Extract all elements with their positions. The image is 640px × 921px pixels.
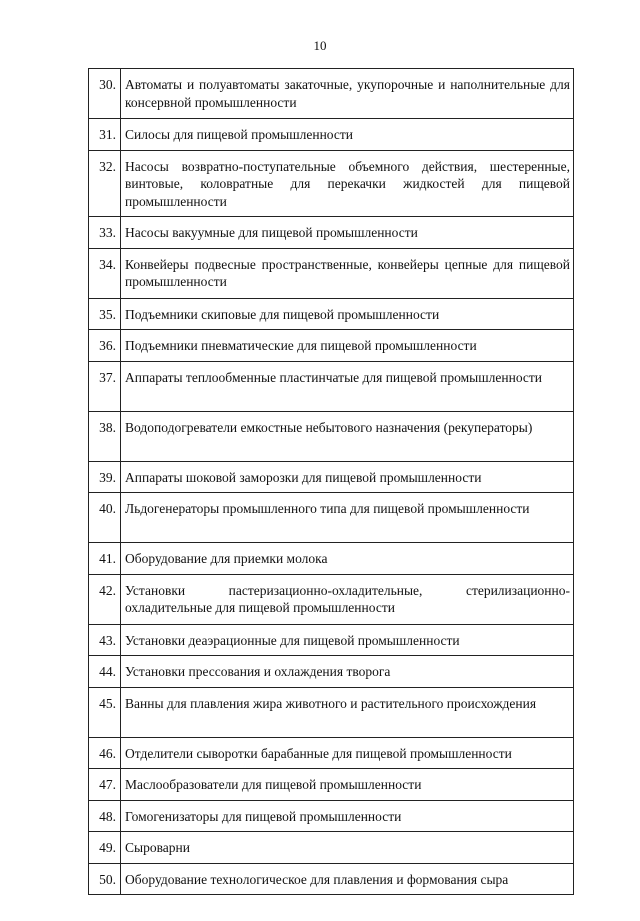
row-text: Оборудование для приемки молока: [121, 543, 574, 575]
row-number: 38.: [89, 411, 121, 461]
row-text: Силосы для пищевой промышленности: [121, 119, 574, 151]
row-number: 42.: [89, 574, 121, 624]
row-number: 32.: [89, 150, 121, 217]
table-row: [89, 543, 574, 575]
table-row: [89, 119, 574, 151]
table-row: [89, 330, 574, 362]
row-text: Водоподогреватели емкостные небытового назначения (рекуператоры): [121, 411, 574, 461]
page-number: 10: [313, 38, 327, 53]
row-text: Насосы возвратно-поступательные объемного действия, шестеренные, винтовые, коловратные для перекачки жидкостей для пищевой промышленности: [121, 150, 574, 217]
table-row: [89, 298, 574, 330]
row-text: Установки пастеризационно-охладительные, стерилизационно-охладительные для пищевой промышленности: [121, 574, 574, 624]
table-row: [89, 656, 574, 688]
row-number: 43.: [89, 624, 121, 656]
row-number: 34.: [89, 248, 121, 298]
row-text: Установки деаэрационные для пищевой промышленности: [121, 624, 574, 656]
row-text: Подъемники скиповые для пищевой промышленности: [121, 298, 574, 330]
row-text: Установки прессования и охлаждения творога: [121, 656, 574, 688]
row-text: Автоматы и полуавтоматы закаточные, укупорочные и наполнительные для консервной промышленности: [121, 69, 574, 119]
table-row: [89, 248, 574, 298]
row-number: 35.: [89, 298, 121, 330]
table-row: [89, 217, 574, 249]
row-number: 31.: [89, 119, 121, 151]
table-row: [89, 800, 574, 832]
row-text: Сыроварни: [121, 832, 574, 864]
table-row: [89, 411, 574, 461]
table-row: [89, 832, 574, 864]
table-row: [89, 361, 574, 411]
row-text: Подъемники пневматические для пищевой промышленности: [121, 330, 574, 362]
table-row: [89, 687, 574, 737]
table-row: [89, 863, 574, 895]
row-number: 30.: [89, 69, 121, 119]
row-number: 46.: [89, 737, 121, 769]
row-number: 45.: [89, 687, 121, 737]
row-number: 33.: [89, 217, 121, 249]
row-text: Маслообразователи для пищевой промышленности: [121, 769, 574, 801]
row-number: 47.: [89, 769, 121, 801]
table-row: [89, 737, 574, 769]
row-number: 49.: [89, 832, 121, 864]
row-number: 37.: [89, 361, 121, 411]
row-number: 39.: [89, 461, 121, 493]
row-text: Насосы вакуумные для пищевой промышленности: [121, 217, 574, 249]
row-text: Конвейеры подвесные пространственные, конвейеры цепные для пищевой промышленности: [121, 248, 574, 298]
row-text: Аппараты теплообменные пластинчатые для пищевой промышленности: [121, 361, 574, 411]
row-text: Гомогенизаторы для пищевой промышленности: [121, 800, 574, 832]
row-text: Льдогенераторы промышленного типа для пищевой промышленности: [121, 493, 574, 543]
row-number: 44.: [89, 656, 121, 688]
row-number: 48.: [89, 800, 121, 832]
table-body: [89, 69, 574, 895]
table-row: [89, 493, 574, 543]
row-number: 36.: [89, 330, 121, 362]
row-text: Оборудование технологическое для плавления и формования сыра: [121, 863, 574, 895]
table-row: [89, 574, 574, 624]
row-number: 41.: [89, 543, 121, 575]
row-number: 40.: [89, 493, 121, 543]
row-text: Ванны для плавления жира животного и растительного происхождения: [121, 687, 574, 737]
row-number: 50.: [89, 863, 121, 895]
equipment-table: [88, 68, 574, 895]
table-row: [89, 69, 574, 119]
row-text: Отделители сыворотки барабанные для пищевой промышленности: [121, 737, 574, 769]
table-row: [89, 769, 574, 801]
table-row: [89, 150, 574, 217]
table-row: [89, 624, 574, 656]
row-text: Аппараты шоковой заморозки для пищевой промышленности: [121, 461, 574, 493]
table-row: [89, 461, 574, 493]
